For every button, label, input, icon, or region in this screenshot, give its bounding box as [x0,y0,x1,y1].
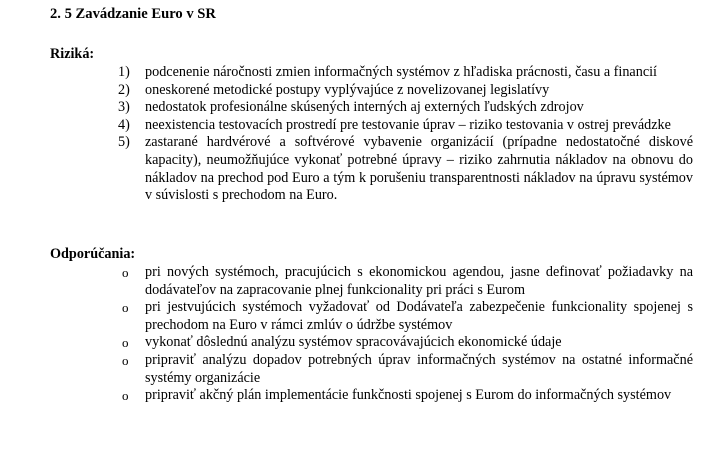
recommendation-text: pripraviť akčný plán implementácie funkčnosti spojenej s Eurom do informačných systémov [145,387,672,404]
risk-text: nedostatok profesionálne skúsených interných aj externých ľudských zdrojov [145,99,584,116]
bullet-icon: o [122,388,129,404]
bullet-icon: o [122,300,129,316]
bullet-icon: o [122,335,129,351]
recommendations-list [0,264,693,405]
risk-item [0,82,693,100]
bullet-icon: o [122,265,129,280]
recommendation-text: pri nových systémoch, pracujúcich s ekonomickou agendou, jasne definovať požiadavky na dodávateľov na zapracovanie plnej funkcionality pri práci s Eurom [145,264,693,298]
list-number: 4) [118,116,130,133]
recommendation-item [0,264,693,299]
risk-item [0,99,693,117]
recommendation-item [0,352,693,387]
recommendation-text: pri jestvujúcich systémoch vyžadovať od Dodávateľa zabezpečenie funkcionality spojenej s prechodom na Euro v rámci zmlúv o údržbe systémov [145,299,693,333]
recommendation-item [0,387,693,405]
recommendation-text: vykonať dôslednú analýzu systémov spracovávajúcich ekonomické údaje [145,334,562,351]
bullet-icon: o [122,352,129,368]
list-number: 3) [118,99,130,116]
risk-text: neexistencia testovacích prostredí pre testovanie úprav – riziko testovania v ostrej prevádzke [145,116,671,133]
risks-heading: Riziká: [50,46,95,62]
recommendation-item [0,334,693,352]
risk-item [0,134,693,204]
risk-text: podcenenie náročnosti zmien informačných systémov z hľadiska prácnosti, času a financií [145,64,658,80]
risk-item [0,117,693,135]
risk-item [0,64,693,82]
risk-text: oneskorené metodické postupy vyplývajúce z novelizovanej legislatívy [145,81,550,98]
list-number: 2) [118,81,130,98]
risk-text: zastarané hardvérové a softvérové vybavenie organizácií (prípadne nedostatočné diskové kapacity), neumožňujúce vykonať potrebné úpravy – riziko zahrnutia nákladov na obnovu do nákladov na prechod pod Euro a tým k porušeniu transparentnosti nákladov na úpravu systémov v súvislosti s prechodom na Euro. [145,134,693,204]
recommendation-text: pripraviť analýzu dopadov potrebných úprav informačných systémov na ostatné informačné systémy organizácie [145,351,693,386]
risks-list [0,64,693,205]
recommendation-item [0,299,693,334]
section-title: 2. 5 Zavádzanie Euro v SR [50,6,216,22]
list-number: 5) [118,134,130,151]
recommendations-heading: Odporúčania: [50,246,136,262]
list-number: 1) [118,64,130,80]
